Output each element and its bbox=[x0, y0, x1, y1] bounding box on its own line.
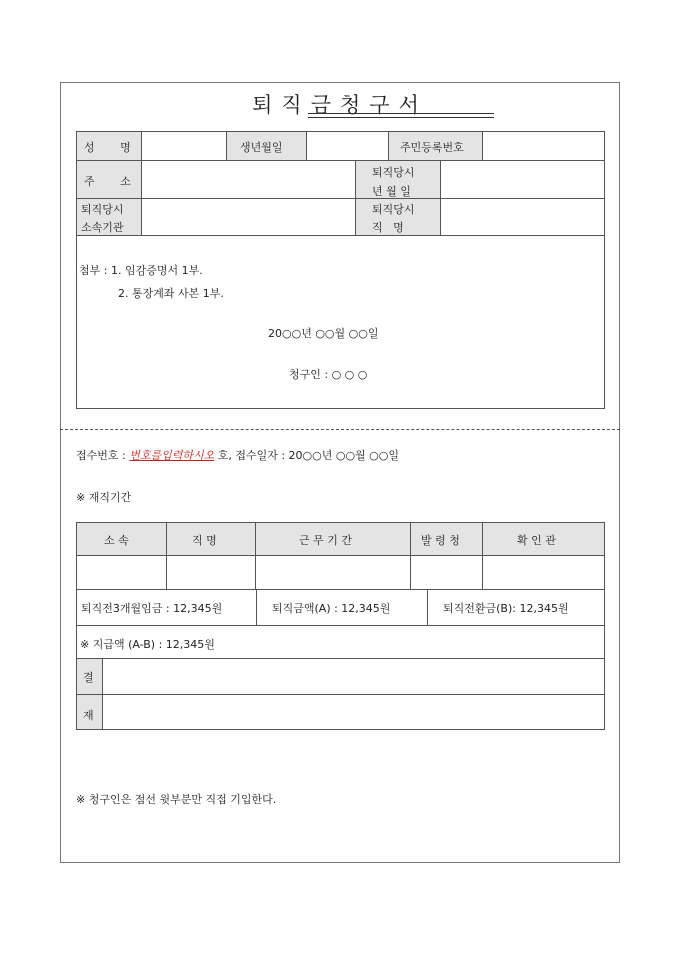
position-label-1: 퇴직당시 bbox=[372, 203, 415, 216]
header-position: 직 명 bbox=[192, 534, 217, 547]
attachment-line-2: 2. 통장계좌 사본 1부. bbox=[118, 287, 224, 300]
header-affiliation: 소 속 bbox=[104, 534, 129, 547]
header-issuer: 발 령 청 bbox=[421, 534, 460, 547]
attachment-line-1: 첨부 : 1. 임감증명서 1부. bbox=[79, 264, 203, 277]
claimant: 청구인 : ○ ○ ○ bbox=[289, 368, 368, 381]
receipt-number-input[interactable]: 번호를입력하시오 bbox=[129, 449, 215, 462]
payment-amount: ※ 지급액 (A-B) : 12,345원 bbox=[80, 638, 215, 651]
title-underline bbox=[308, 113, 494, 118]
form-title: 퇴직금청구서 bbox=[252, 93, 428, 117]
retire-date-label-1: 퇴직당시 bbox=[372, 166, 415, 179]
address-label: 주 소 bbox=[84, 175, 131, 188]
name-label: 성 명 bbox=[84, 141, 131, 154]
refund-b: 퇴직전환금(B): 12,345원 bbox=[443, 602, 569, 615]
severance-a: 퇴직금액(A) : 12,345원 bbox=[272, 602, 391, 615]
retire-date-label-2: 년 월 일 bbox=[372, 185, 411, 198]
claim-date: 20○○년 ○○월 ○○일 bbox=[268, 327, 379, 340]
org-label-2: 소속기관 bbox=[81, 221, 124, 234]
approval-label-2: 재 bbox=[83, 709, 94, 722]
header-period: 근 무 기 간 bbox=[299, 534, 352, 547]
cut-line bbox=[60, 429, 620, 430]
employment-note: ※ 재직기간 bbox=[76, 491, 132, 504]
header-confirmer: 확 인 관 bbox=[517, 534, 556, 547]
resident-no-label: 주민등록번호 bbox=[400, 141, 464, 154]
birth-label: 생년월일 bbox=[240, 141, 283, 154]
approval-label-1: 결 bbox=[83, 671, 94, 684]
footer-note: ※ 청구인은 점선 윗부분만 직접 기입한다. bbox=[76, 793, 277, 806]
avg-wage: 퇴직전3개월임금 : 12,345원 bbox=[81, 602, 223, 615]
receipt-line: 접수번호 : 번호를입력하시오 호, 접수일자 : 20○○년 ○○월 ○○일 bbox=[76, 449, 399, 462]
position-label-2: 직 명 bbox=[372, 221, 404, 234]
org-label-1: 퇴직당시 bbox=[81, 203, 124, 216]
